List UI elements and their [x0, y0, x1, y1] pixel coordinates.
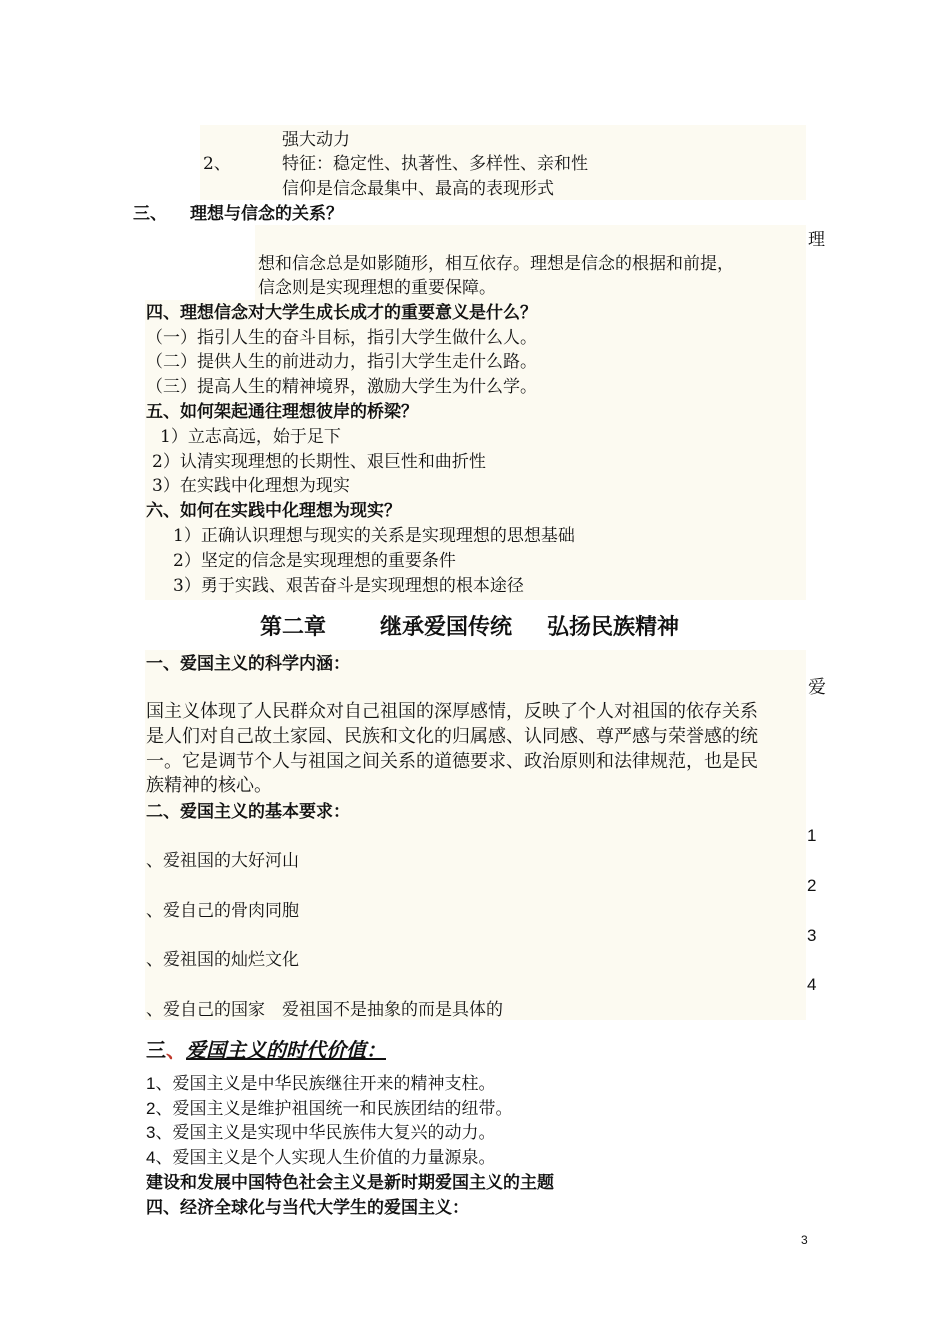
text-line: 特征：稳定性、执著性、多样性、亲和性: [282, 154, 588, 174]
list-number: 1: [807, 826, 817, 845]
paragraph-line: 国主义体现了人民群众对自己祖国的深厚感情，反映了个人对祖国的依存关系: [146, 701, 758, 722]
section-number: 三、: [133, 204, 167, 224]
section-number: 三: [146, 1038, 166, 1062]
section-title: 四、经济全球化与当代大学生的爱国主义：: [146, 1198, 469, 1217]
list-number: 4: [807, 975, 817, 994]
section-title: 一、爱国主义的科学内涵：: [146, 654, 350, 674]
section-title: 六、如何在实践中化理想为现实？: [146, 501, 401, 521]
margin-char: 爱: [808, 677, 826, 698]
list-item: 、爱自己的国家 爱祖国不是抽象的而是具体的: [146, 1000, 503, 1020]
list-item: 2）坚定的信念是实现理想的重要条件: [173, 551, 456, 571]
paragraph-line: 族精神的核心。: [146, 775, 272, 796]
chapter-subtitle: 弘扬民族精神: [547, 615, 680, 640]
page-number: 3: [801, 1233, 808, 1247]
list-item: 、爱祖国的灿烂文化: [146, 950, 299, 970]
text-line: 信仰是信念最集中、最高的表现形式: [282, 179, 554, 199]
list-item: （二）提供人生的前进动力，指引大学生走什么路。: [146, 352, 537, 372]
list-item: 3）勇于实践、艰苦奋斗是实现理想的根本途径: [173, 576, 524, 596]
list-item: 、爱祖国的大好河山: [146, 851, 299, 871]
list-number: 2、: [203, 154, 231, 174]
list-item: 4、爱国主义是个人实现人生价值的力量源泉。: [146, 1148, 496, 1167]
paragraph-line: 是人们对自己故土家园、民族和文化的归属感、认同感、尊严感与荣誉感的统: [146, 726, 758, 747]
section-title: 理想与信念的关系？: [190, 204, 343, 224]
margin-char: 理: [808, 230, 825, 250]
list-item: 1）立志高远，始于足下: [160, 427, 341, 447]
list-item: 3、爱国主义是实现中华民族伟大复兴的动力。: [146, 1123, 496, 1142]
list-number: 3: [807, 926, 817, 945]
list-item: 1）正确认识理想与现实的关系是实现理想的思想基础: [173, 526, 575, 546]
section-title-text: 爱国主义的时代价值：: [186, 1038, 386, 1062]
chapter-number: 第二章: [260, 615, 327, 640]
paragraph-line: 信念则是实现理想的重要保障。: [258, 278, 496, 298]
list-number: 2: [807, 876, 817, 895]
list-item: （三）提高人生的精神境界，激励大学生为什么学。: [146, 377, 537, 397]
section-title: 五、如何架起通往理想彼岸的桥梁？: [146, 402, 418, 422]
section-separator: 、: [166, 1038, 186, 1062]
list-item: 1、爱国主义是中华民族继往开来的精神支柱。: [146, 1074, 496, 1093]
section-title: [146, 1034, 386, 1063]
paragraph-line: 一。它是调节个人与祖国之间关系的道德要求、政治原则和法律规范，也是民: [146, 751, 758, 772]
list-item: 2）认清实现理想的长期性、艰巨性和曲折性: [152, 452, 486, 472]
chapter-title: 继承爱国传统: [380, 615, 513, 640]
section-title: 二、爱国主义的基本要求：: [146, 802, 350, 822]
list-item: （一）指引人生的奋斗目标，指引大学生做什么人。: [146, 328, 537, 348]
section-title: 四、理想信念对大学生成长成才的重要意义是什么？: [146, 303, 537, 323]
list-item: 3）在实践中化理想为现实: [152, 476, 350, 496]
paragraph-line: 想和信念总是如影随形，相互依存。理想是信念的根据和前提，: [258, 254, 734, 274]
list-item: 2、爱国主义是维护祖国统一和民族团结的纽带。: [146, 1099, 513, 1118]
list-item: 、爱自己的骨肉同胞: [146, 901, 299, 921]
theme-statement: 建设和发展中国特色社会主义是新时期爱国主义的主题: [146, 1173, 554, 1192]
text-line: 强大动力: [282, 130, 350, 150]
